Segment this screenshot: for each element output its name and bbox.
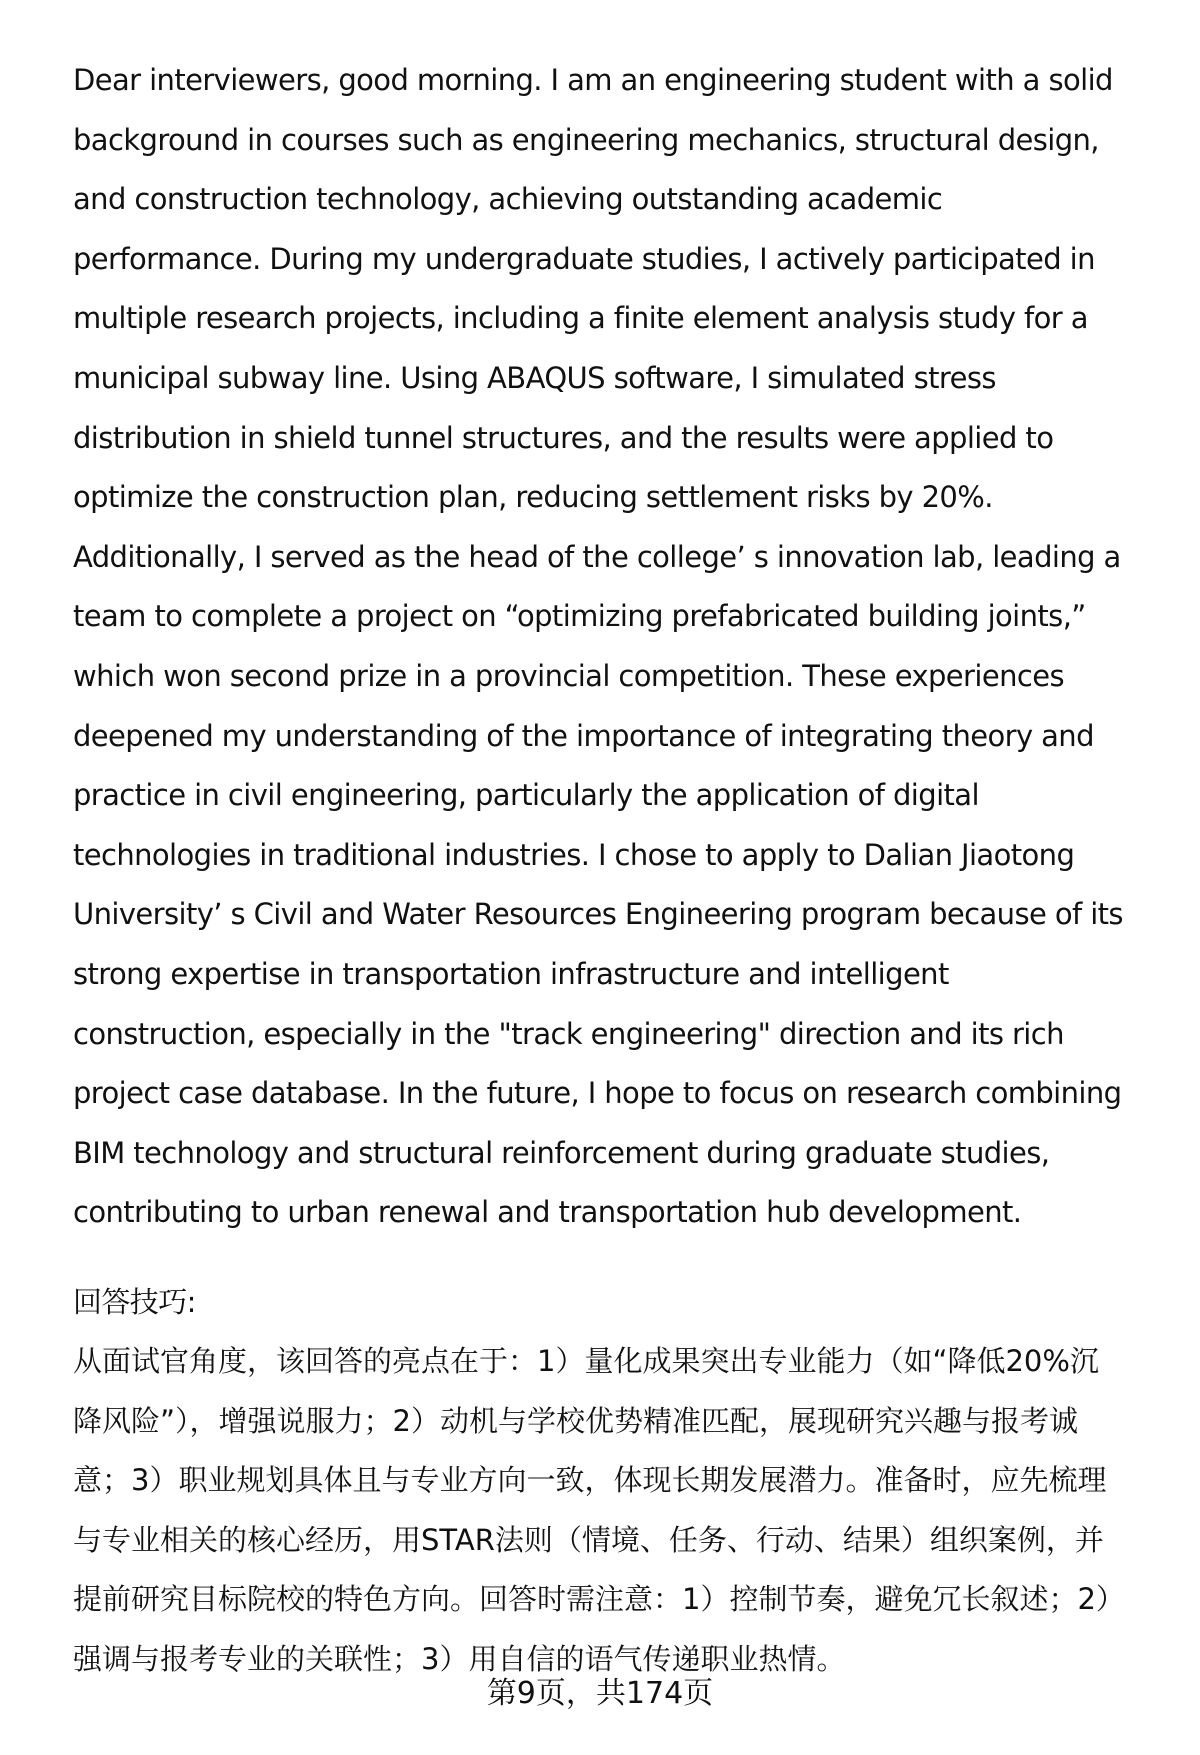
tips-heading: 回答技巧: (73, 1285, 196, 1319)
page-footer: 第9页，共174页 (486, 1676, 714, 1711)
tips-line: 与专业相关的核心经历，用STAR法则（情境、任务、行动、结果）组织案例，并 (73, 1522, 1104, 1557)
text-line: optimize the construction plan, reducing settlement risks by 20%. (73, 480, 993, 515)
tips-line: 从面试官角度，该回答的亮点在于：1）量化成果突出专业能力（如“降低20%沉 (73, 1344, 1099, 1378)
text-line: performance. During my undergraduate studies, I actively participated in (73, 241, 1095, 276)
tips-line: 意；3）职业规划具体且与专业方向一致，体现长期发展潜力。准备时，应先梳理 (73, 1463, 1107, 1498)
text-line: background in courses such as engineering mechanics, structural design, (73, 122, 1099, 157)
text-line: contributing to urban renewal and transportation hub development. (73, 1195, 1022, 1230)
text-line: BIM technology and structural reinforcement during graduate studies, (73, 1135, 1050, 1170)
text-line: municipal subway line. Using ABAQUS software, I simulated stress (73, 361, 996, 395)
text-line: distribution in shield tunnel structures, and the results were applied to (73, 420, 1054, 455)
tips-line: 强调与报考专业的关联性；3）用自信的语气传递职业热情。 (73, 1642, 846, 1676)
tips-line: 降风险”），增强说服力；2）动机与学校优势精准匹配，展现研究兴趣与报考诚 (73, 1403, 1078, 1438)
text-line: deepened my understanding of the importance of integrating theory and (73, 718, 1094, 753)
tips-line: 提前研究目标院校的特色方向。回答时需注意：1）控制节奏，避免冗长叙述；2） (73, 1582, 1125, 1617)
text-line: project case database. In the future, I hope to focus on research combining (73, 1076, 1122, 1111)
text-line: and construction technology, achieving outstanding academic (73, 182, 943, 217)
text-line: which won second prize in a provincial competition. These experiences (73, 659, 1064, 693)
text-line: multiple research projects, including a finite element analysis study for a (73, 301, 1088, 336)
text-line: strong expertise in transportation infrastructure and intelligent (73, 957, 949, 991)
text-line: construction, especially in the "track engineering" direction and its rich (73, 1016, 1064, 1051)
text-line: Additionally, I served as the head of the college’ s innovation lab, leading a (73, 539, 1121, 574)
text-line: technologies in traditional industries. I chose to apply to Dalian Jiaotong (73, 837, 1075, 872)
text-line: team to complete a project on “optimizing prefabricated building joints,” (73, 599, 1086, 634)
text-line: practice in civil engineering, particularly the application of digital (73, 778, 979, 813)
text-line: Dear interviewers, good morning. I am an engineering student with a solid (73, 63, 1113, 97)
text-line: University’ s Civil and Water Resources Engineering program because of its (73, 897, 1123, 932)
